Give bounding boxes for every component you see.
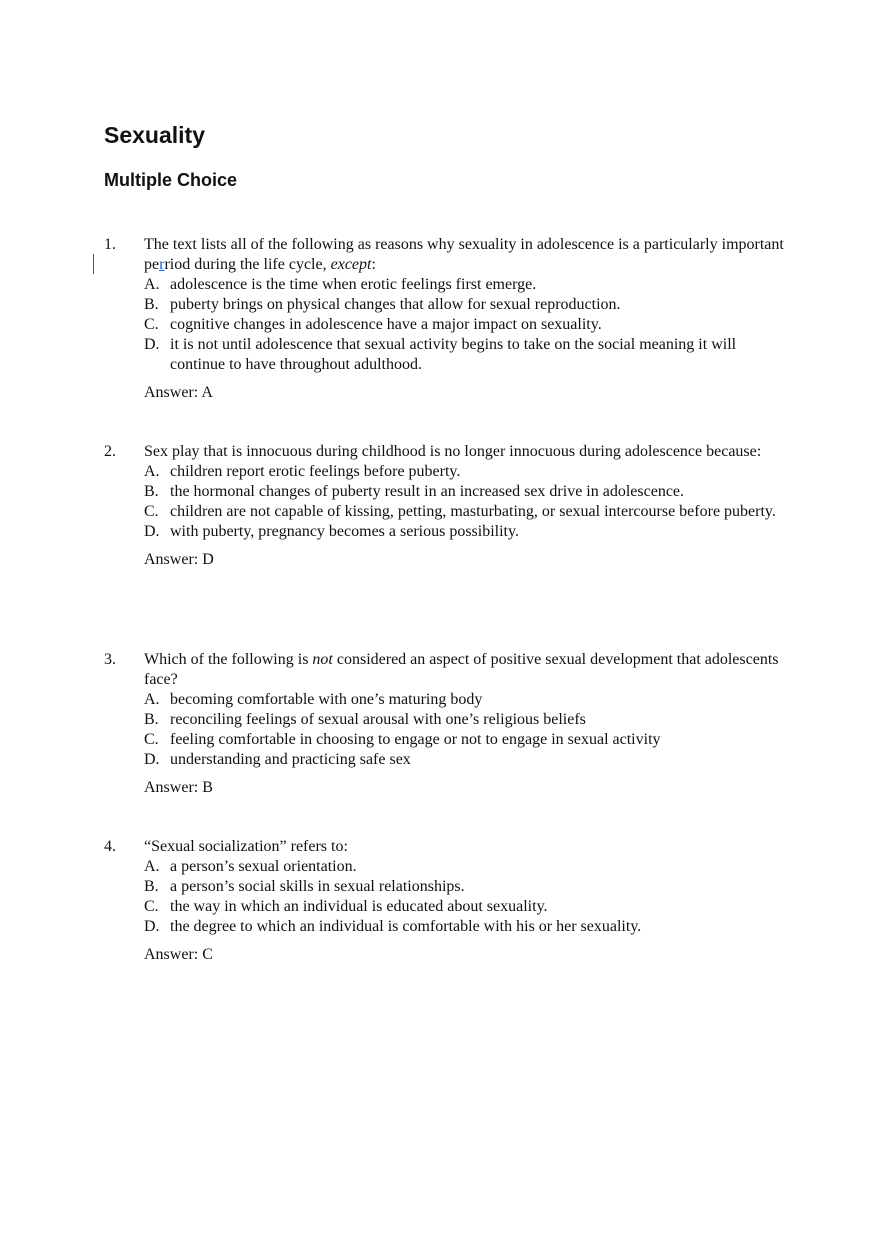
question-number: 2. xyxy=(104,443,116,460)
answer-key: Answer: C xyxy=(144,946,213,963)
question-number: 1. xyxy=(104,236,116,253)
option-b: B. puberty brings on physical changes that allow for sexual reproduction. xyxy=(144,296,621,313)
answer-key: Answer: B xyxy=(144,779,213,796)
document-title: Sexuality xyxy=(104,122,205,148)
option-b: B. the hormonal changes of puberty result in an increased sex drive in adolescence. xyxy=(144,483,685,500)
option-d: D. understanding and practicing safe sex xyxy=(144,751,411,768)
option-a: A. becoming comfortable with one’s maturing body xyxy=(144,691,483,708)
option-d: D. the degree to which an individual is comfortable with his or her sexuality. xyxy=(144,918,642,935)
option-c: C. cognitive changes in adolescence have a major impact on sexuality. xyxy=(144,316,602,333)
option-d: D. with puberty, pregnancy becomes a serious possibility. xyxy=(144,523,519,540)
option-a: A. adolescence is the time when erotic feelings first emerge. xyxy=(144,276,537,293)
question-number: 4. xyxy=(104,838,116,855)
option-b: B. reconciling feelings of sexual arousal with one’s religious beliefs xyxy=(144,711,586,728)
option-a: A. a person’s sexual orientation. xyxy=(144,858,357,875)
answer-key: Answer: D xyxy=(144,551,214,568)
question-2 xyxy=(104,442,784,570)
answer-key: Answer: A xyxy=(144,384,213,401)
revision-change-bar xyxy=(93,254,94,274)
option-c: C. feeling comfortable in choosing to engage or not to engage in sexual activity xyxy=(144,731,661,748)
question-stem: Sex play that is innocuous during childhood is no longer innocuous during adolescence because: xyxy=(144,443,762,460)
question-stem: “Sexual socialization” refers to: xyxy=(144,838,348,855)
option-c: C. children are not capable of kissing, petting, masturbating, or sexual intercourse before puberty. xyxy=(144,503,776,520)
answer-options xyxy=(104,462,784,542)
answer-options xyxy=(104,857,784,937)
option-c: C. the way in which an individual is educated about sexuality. xyxy=(144,898,548,915)
tracked-insertion: r xyxy=(159,256,165,273)
question-number: 3. xyxy=(104,651,116,668)
answer-options xyxy=(104,275,784,375)
question-4 xyxy=(104,837,784,965)
option-d: D. it is not until adolescence that sexual activity begins to take on the social meaning it will continue to have throughout adulthood. xyxy=(144,336,737,373)
question-stem: The text lists all of the following as reasons why sexuality in adolescence is a particularly important perriod during the life cycle, except: xyxy=(144,236,784,273)
option-a: A. children report erotic feelings before puberty. xyxy=(144,463,461,480)
question-stem: Which of the following is not considered an aspect of positive sexual development that adolescents face? xyxy=(144,651,779,688)
option-b: B. a person’s social skills in sexual relationships. xyxy=(144,878,465,895)
answer-options xyxy=(104,690,784,770)
question-3 xyxy=(104,650,784,798)
section-heading: Multiple Choice xyxy=(104,170,238,190)
question-1 xyxy=(104,235,784,403)
